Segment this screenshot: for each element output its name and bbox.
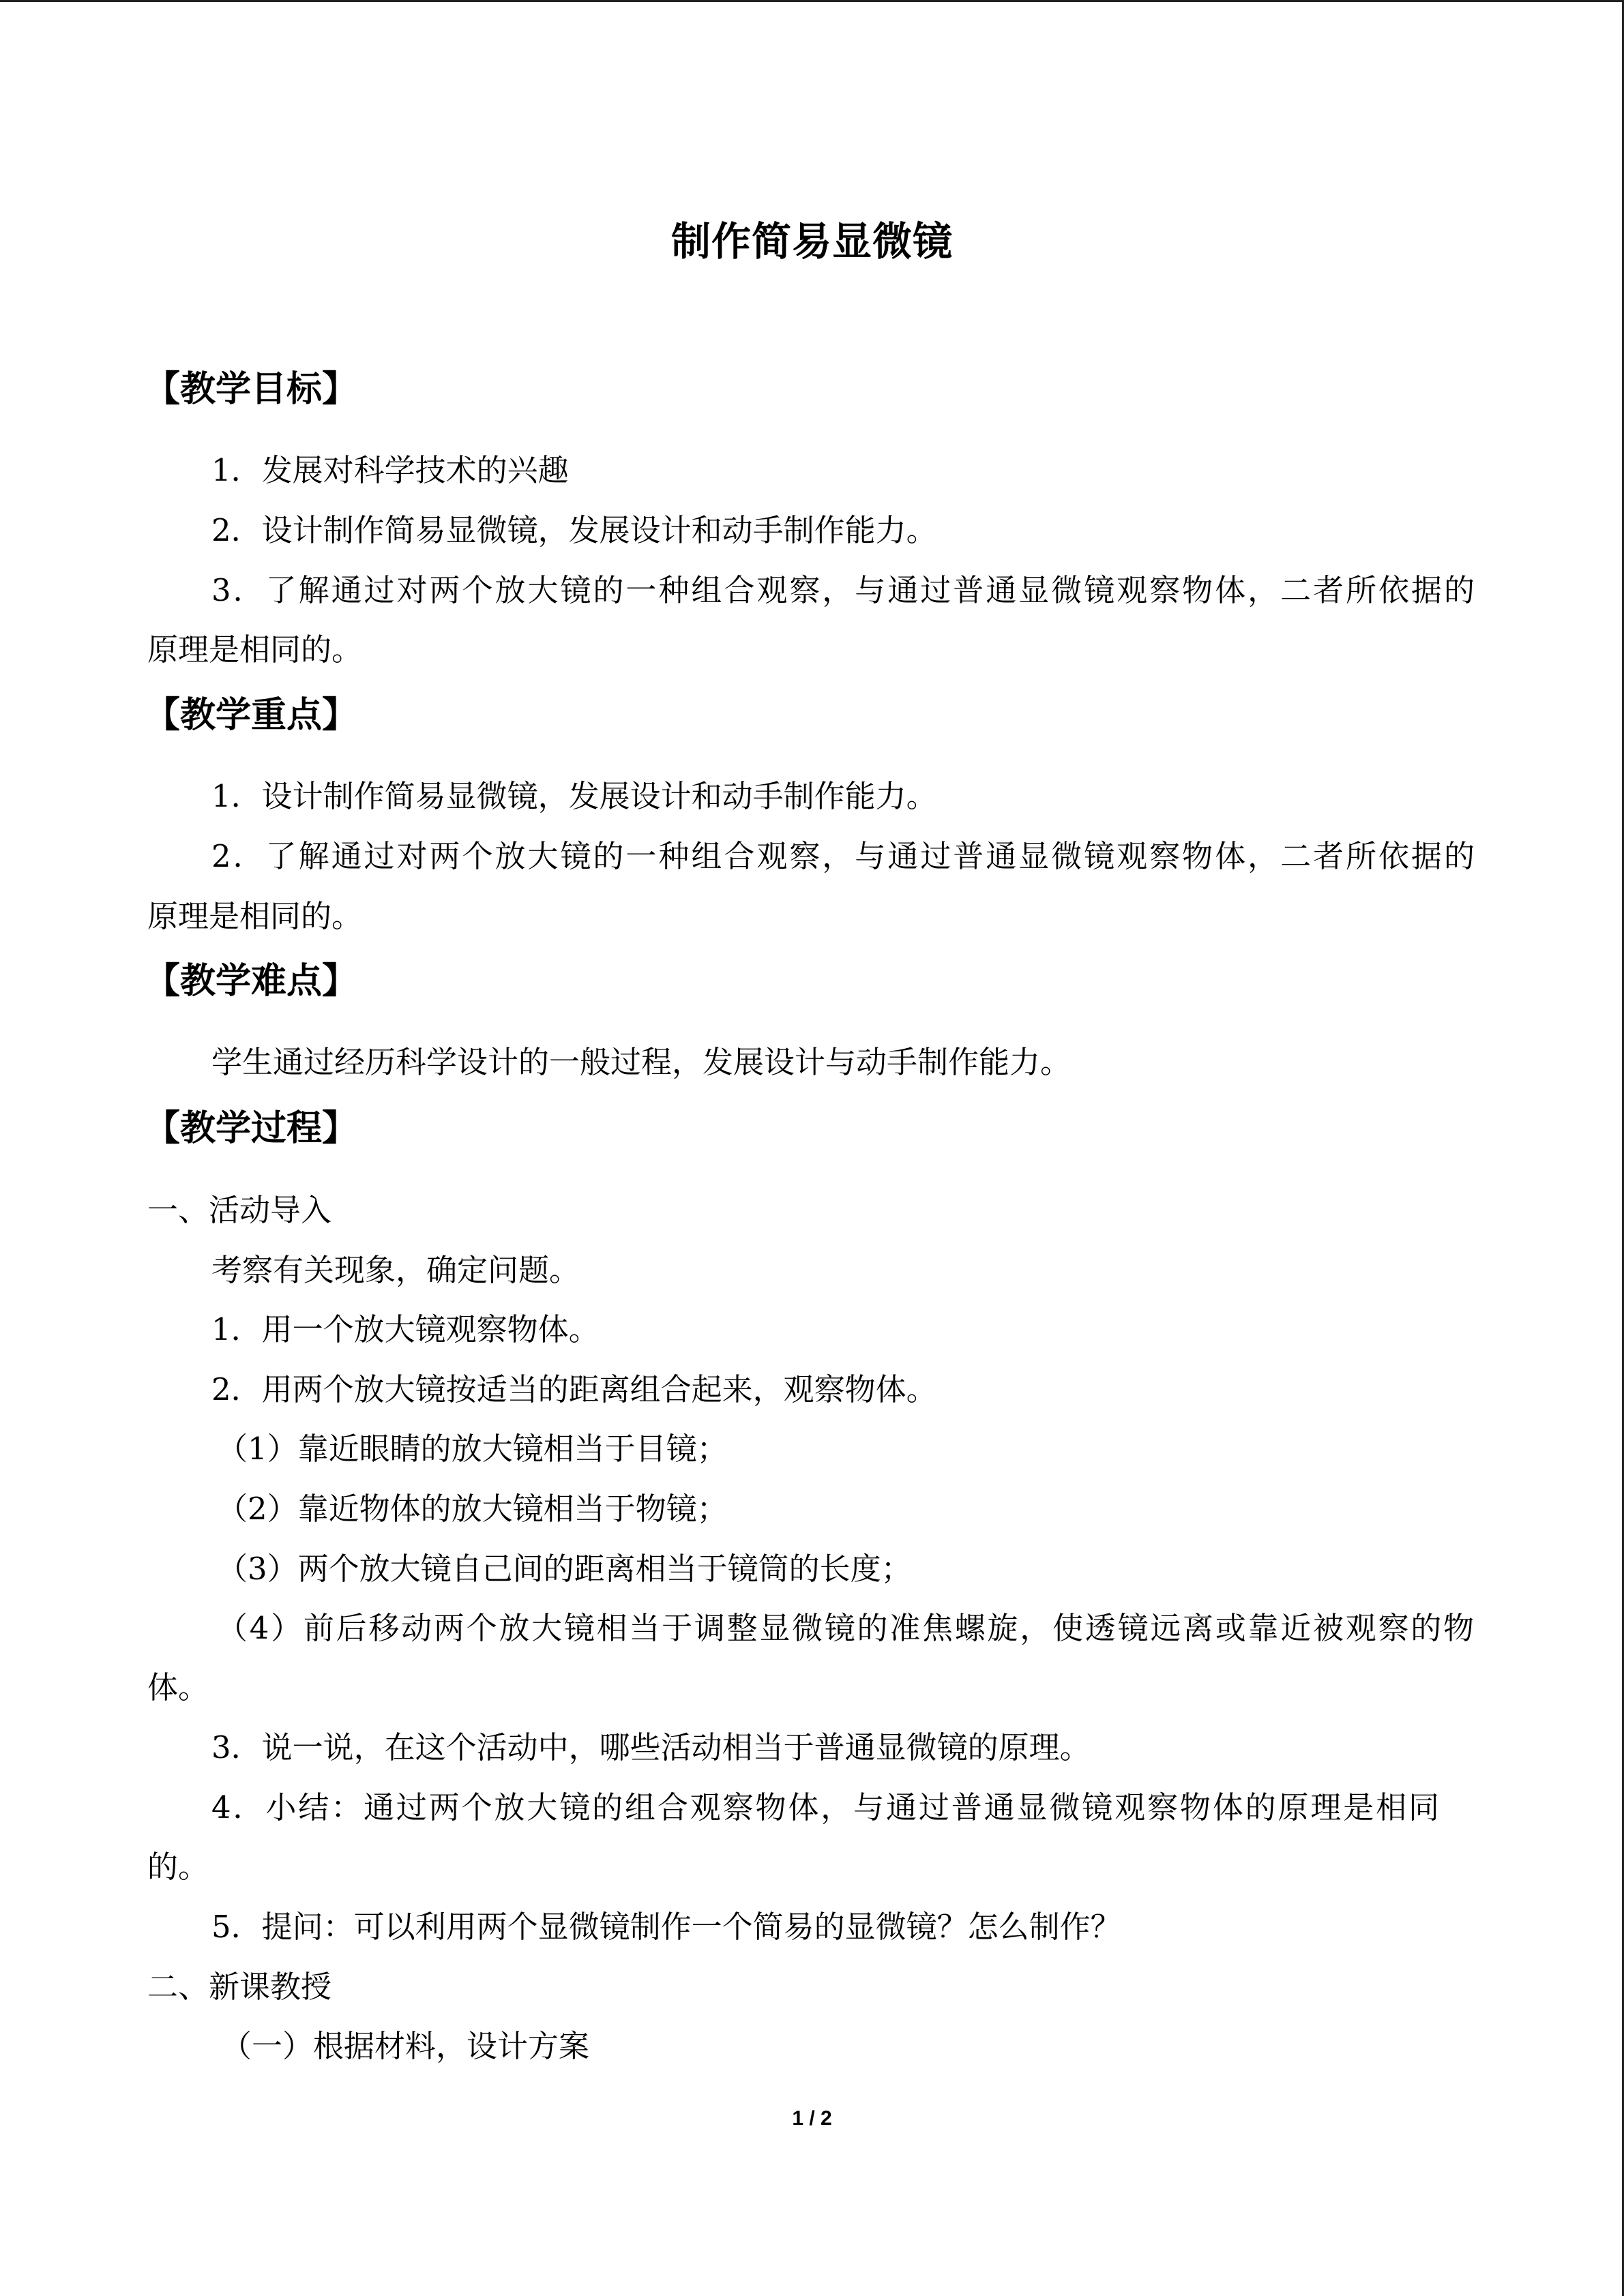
heading-process: 【教学过程】 — [145, 1108, 358, 1149]
process-line: 2．用两个放大镜按适当的距离组合起来，观察物体。 — [211, 1371, 937, 1407]
objective-item-3: 3．了解通过对两个放大镜的一种组合观察，与通过普通显微镜观察物体，二者所依据的 — [211, 572, 1475, 608]
process-part2-title: 二、新课教授 — [147, 1969, 332, 2005]
process-line: （4）前后移动两个放大镜相当于调整显微镜的准焦螺旋，使透镜远离或靠近被观察的物 — [217, 1610, 1474, 1646]
document-title: 制作简易显微镜 — [670, 218, 953, 265]
process-line: （1）靠近眼睛的放大镜相当于目镜； — [217, 1431, 728, 1467]
objective-item-1: 1．发展对科学技术的兴趣 — [211, 452, 569, 488]
process-line: （3）两个放大镜自己间的距离相当于镜筒的长度； — [217, 1551, 912, 1587]
process-line: 考察有关现象，确定问题。 — [211, 1252, 580, 1288]
key-point-item-2: 2．了解通过对两个放大镜的一种组合观察，与通过普通显微镜观察物体，二者所依据的 — [211, 838, 1475, 874]
process-line: 4．小结：通过两个放大镜的组合观察物体，与通过普通显微镜观察物体的原理是相同 — [211, 1789, 1439, 1825]
key-point-item-2-cont: 原理是相同的。 — [147, 898, 363, 934]
process-line: 5．提问：可以利用两个显微镜制作一个简易的显微镜？怎么制作？ — [211, 1909, 1121, 1945]
objective-item-2: 2．设计制作简易显微镜，发展设计和动手制作能力。 — [211, 512, 937, 548]
page-number: 1 / 2 — [792, 2107, 832, 2130]
process-line: 1．用一个放大镜观察物体。 — [211, 1311, 600, 1347]
process-line: 3．说一说，在这个活动中，哪些活动相当于普通显微镜的原理。 — [211, 1729, 1091, 1765]
process-line: （2）靠近物体的放大镜相当于物镜； — [217, 1491, 728, 1527]
process-part2-subtitle: （一）根据材料，设计方案 — [221, 2028, 590, 2064]
heading-objectives: 【教学目标】 — [145, 369, 358, 410]
heading-key-points: 【教学重点】 — [145, 695, 358, 736]
key-point-item-1: 1．设计制作简易显微镜，发展设计和动手制作能力。 — [211, 778, 937, 814]
objective-item-3-cont: 原理是相同的。 — [147, 631, 363, 668]
process-line: 体。 — [147, 1669, 209, 1705]
heading-difficulties: 【教学难点】 — [145, 961, 358, 1002]
difficulty-item-1: 学生通过经历科学设计的一般过程，发展设计与动手制作能力。 — [211, 1044, 1072, 1080]
process-line: 的。 — [147, 1849, 209, 1885]
process-part1-title: 一、活动导入 — [147, 1192, 332, 1228]
